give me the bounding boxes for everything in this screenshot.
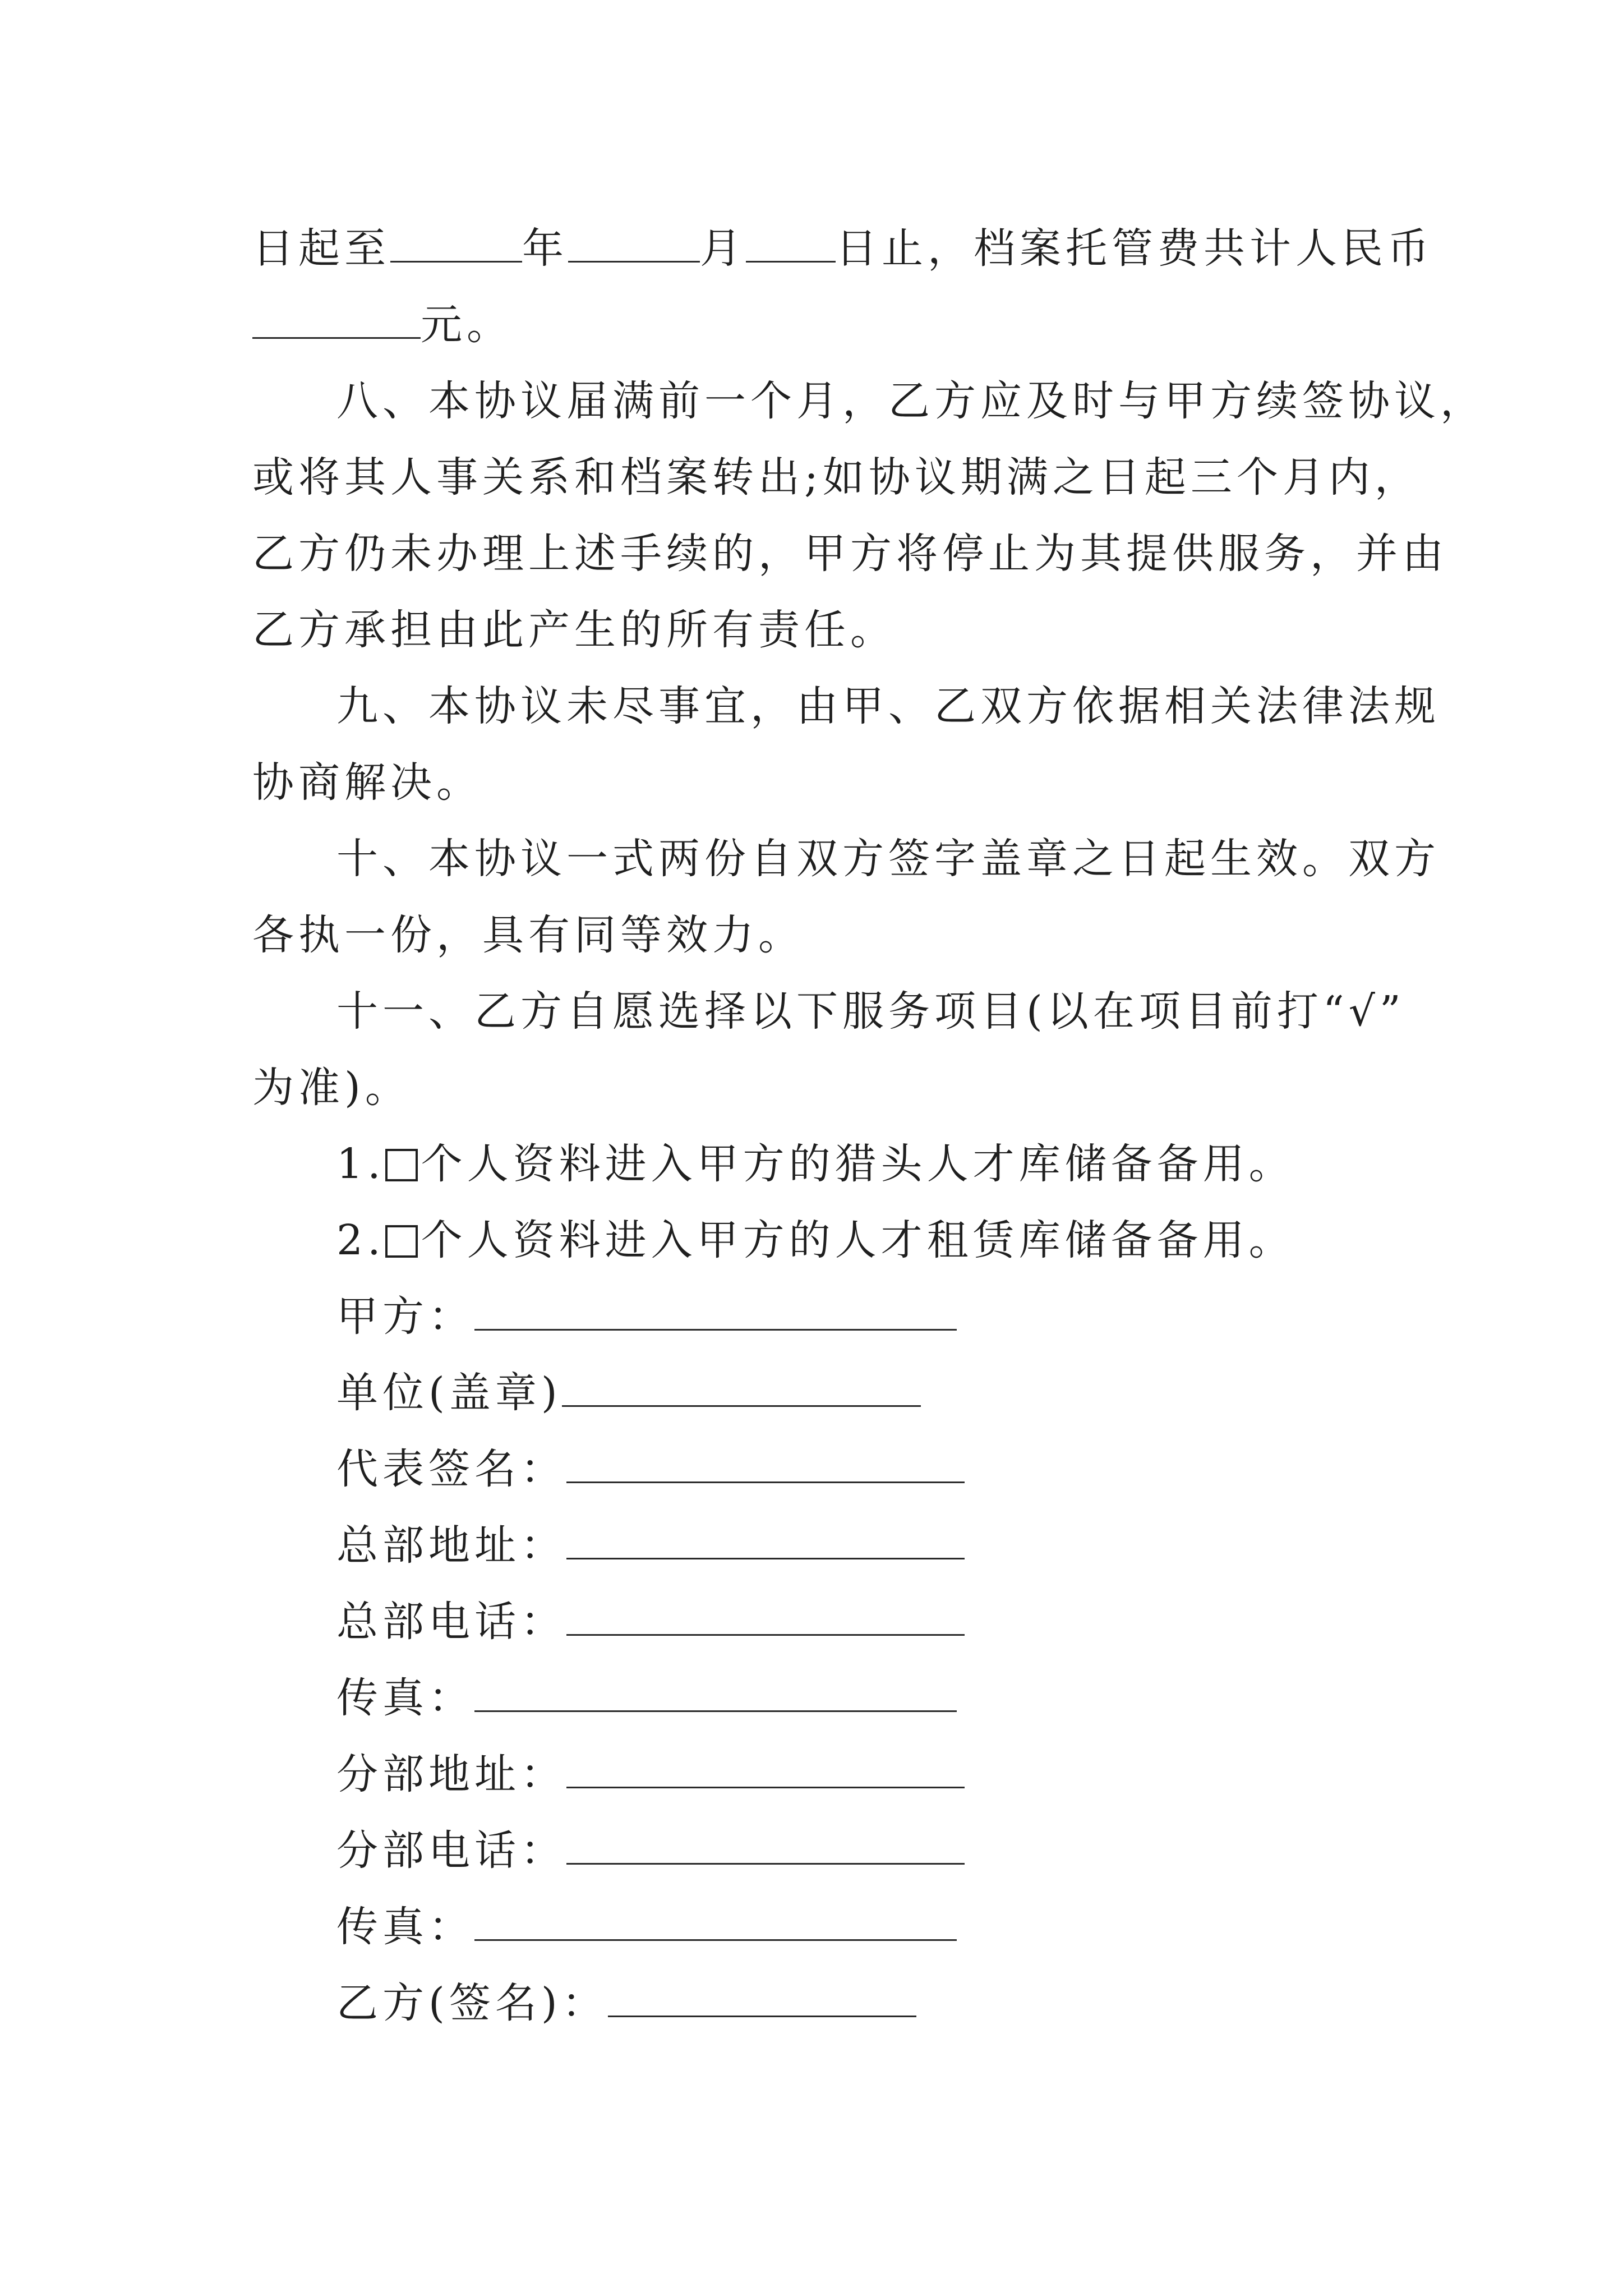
branch-fax-field	[252, 1889, 1380, 1965]
fee-amount-blank[interactable]	[252, 301, 421, 339]
option-checkbox[interactable]	[385, 1149, 418, 1181]
clause-9-line-2: 协商解决。	[252, 758, 482, 807]
representative-signature-field	[252, 1431, 1380, 1507]
field-label: 代表签名：	[336, 1445, 566, 1493]
agreement-body	[252, 210, 1486, 2041]
clause-11-line-2: 为准)。	[252, 1064, 411, 1112]
fee-amount-line	[252, 287, 1380, 363]
hq-phone-field	[252, 1584, 1380, 1660]
option-1	[252, 1126, 1380, 1202]
option-number: 1.	[336, 1140, 385, 1188]
field-label: 分部地址：	[336, 1750, 566, 1798]
branch-phone-input-line[interactable]	[566, 1827, 965, 1865]
field-label: 甲方：	[336, 1292, 474, 1341]
branch-phone-field	[252, 1812, 1380, 1889]
option-number: 2.	[336, 1216, 385, 1264]
hq-phone-input-line[interactable]	[566, 1598, 965, 1636]
branch-address-field	[252, 1736, 1380, 1812]
clause-8-line-3: 乙方仍未办理上述手续的，甲方将停止为其提供服务，并由	[252, 530, 1448, 578]
hq-address-field	[252, 1507, 1380, 1584]
field-label: 传真：	[336, 1674, 474, 1722]
party-a-field	[252, 1278, 1380, 1355]
hq-address-input-line[interactable]	[566, 1522, 965, 1559]
unit-seal-field	[252, 1355, 1380, 1431]
party-a-input-line[interactable]	[474, 1293, 957, 1331]
clause-8-line-4: 乙方承担由此产生的所有责任。	[252, 606, 896, 654]
field-label: 分部电话：	[336, 1826, 566, 1875]
field-label: 总部地址：	[336, 1521, 566, 1570]
hq-fax-field	[252, 1660, 1380, 1736]
clause-10-line-2: 各执一份，具有同等效力。	[252, 911, 804, 959]
field-label: 单位(盖章)	[336, 1369, 562, 1417]
clause-9-line-1: 九、本协议未尽事宜，由甲、乙双方依据相关法律法规	[336, 682, 1440, 730]
field-label: 总部电话：	[336, 1598, 566, 1646]
clause-8-line-1: 八、本协议届满前一个月，乙方应及时与甲方续签协议，	[336, 377, 1486, 425]
date-range-line	[252, 210, 1433, 287]
branch-fax-input-line[interactable]	[474, 1903, 957, 1941]
party-b-signature-input-line[interactable]	[608, 1980, 916, 2017]
unit-seal-input-line[interactable]	[562, 1369, 921, 1407]
representative-signature-input-line[interactable]	[566, 1446, 965, 1483]
year-label: 年	[522, 224, 568, 273]
date-prefix: 日起至	[252, 224, 390, 273]
month-label: 月	[700, 224, 746, 273]
end-year-blank[interactable]	[390, 225, 522, 263]
option-text: 个人资料进入甲方的猎头人才库储备备用。	[421, 1140, 1295, 1188]
clause-8-line-2: 或将其人事关系和档案转出;如协议期满之日起三个月内，	[252, 453, 1421, 501]
field-label: 传真：	[336, 1903, 474, 1951]
fee-unit: 元。	[421, 301, 513, 349]
option-checkbox[interactable]	[385, 1225, 418, 1258]
option-text: 个人资料进入甲方的人才租赁库储备备用。	[421, 1216, 1295, 1264]
field-label: 乙方(签名)：	[336, 1979, 608, 2027]
end-month-blank[interactable]	[568, 225, 700, 263]
clause-10-line-1: 十、本协议一式两份自双方签字盖章之日起生效。双方	[336, 835, 1440, 883]
branch-address-input-line[interactable]	[566, 1751, 965, 1788]
party-b-signature-field	[252, 1965, 1380, 2041]
option-2	[252, 1202, 1380, 1278]
end-day-blank[interactable]	[746, 225, 836, 263]
hq-fax-input-line[interactable]	[474, 1674, 957, 1712]
clause-11-line-1: 十一、乙方自愿选择以下服务项目(以在项目前打“√”	[336, 987, 1405, 1036]
date-suffix: 日止，档案托管费共计人民币	[836, 224, 1433, 273]
